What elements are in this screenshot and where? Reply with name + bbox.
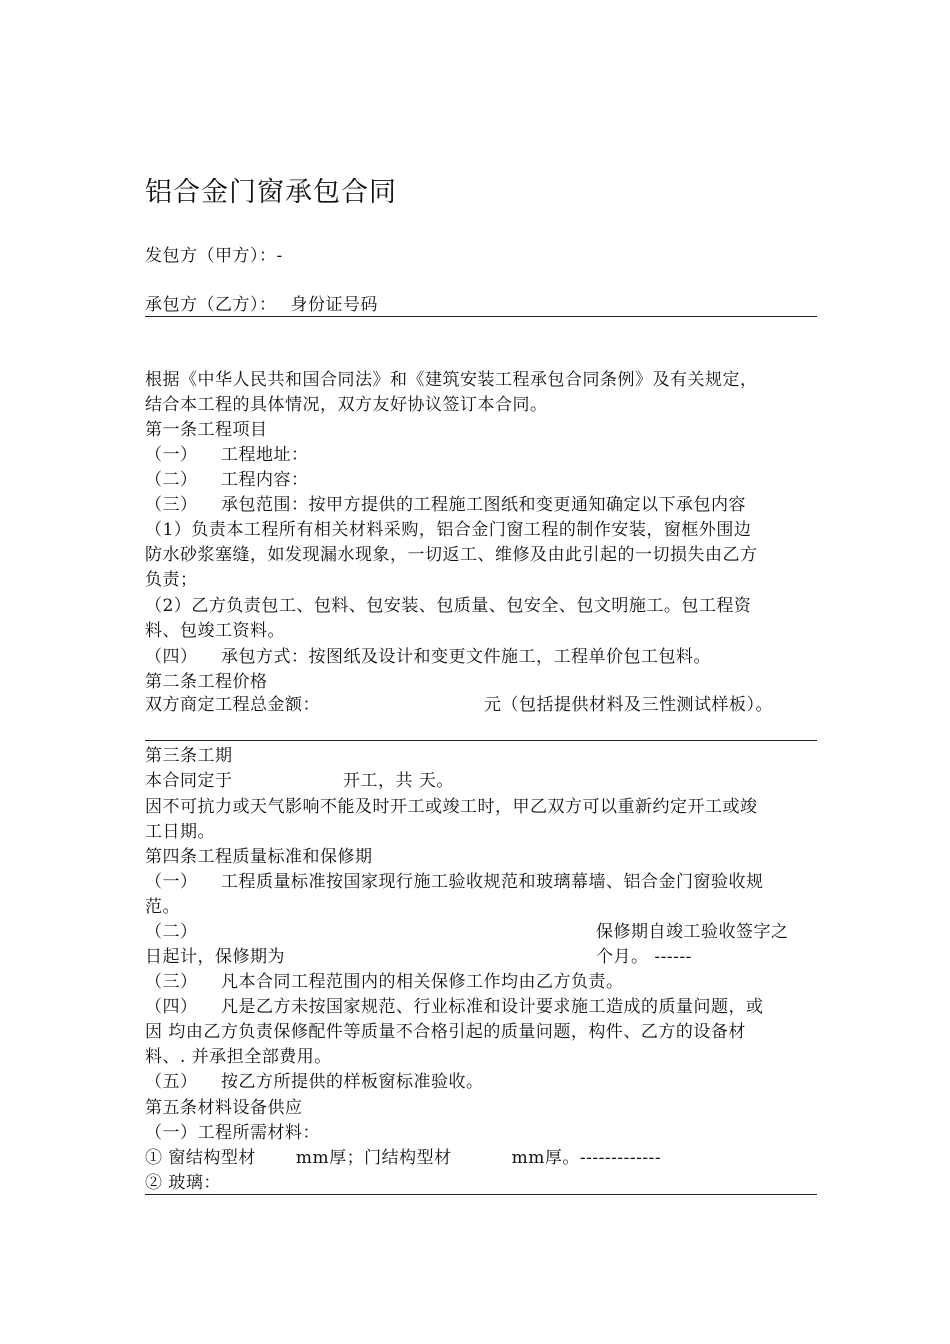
- article-1-heading: 第一条工程项目: [145, 420, 268, 440]
- article-1-sub-1-line-3: 负责；: [145, 570, 198, 590]
- article-3-delay-line-1: 因不可抗力或天气影响不能及时开工或竣工时，甲乙双方可以重新约定开工或竣: [145, 797, 758, 817]
- article-3-delay-line-2: 工日期。: [145, 822, 215, 842]
- contractor-underline: [145, 316, 817, 317]
- article-5-heading: 第五条材料设备供应: [145, 1098, 303, 1118]
- article-1-item-2: （二） 工程内容：: [145, 470, 309, 490]
- article-1-item-3: （三） 承包范围：按甲方提供的工程施工图纸和变更通知确定以下承包内容: [145, 495, 746, 515]
- article-1-sub-1-line-1: （1）负责本工程所有相关材料采购，铝合金门窗工程的制作安装，窗框外围边: [145, 520, 752, 540]
- article-4-item-2-line-2-left: 日起计，保修期为: [145, 947, 285, 967]
- article-4-item-5: （五） 按乙方所提供的样板窗标准验收。: [145, 1072, 484, 1092]
- article-4-item-4-line-3: 料、. 并承担全部费用。: [145, 1047, 332, 1067]
- article-4-item-3: （三） 凡本合同工程范围内的相关保修工作均由乙方负责。: [145, 972, 624, 992]
- article-1-item-4: （四） 承包方式：按图纸及设计和变更文件施工，工程单价包工包料。: [145, 647, 711, 667]
- article-2-amount-label: 双方商定工程总金额：: [145, 695, 320, 715]
- article-1-sub-2-line-1: （2）乙方负责包工、包料、包安装、包质量、包安全、包文明施工。包工程资: [145, 596, 752, 616]
- article-4-item-4-line-2: 因 均由乙方负责保修配件等质量不合格引起的质量问题，构件、乙方的设备材: [145, 1022, 746, 1042]
- article-2-heading: 第二条工程价格: [145, 672, 268, 692]
- article-3-heading: 第三条工期: [145, 746, 233, 766]
- preamble-line-1: 根据《中华人民共和国合同法》和《建筑安装工程承包合同条例》及有关规定，: [145, 370, 758, 390]
- preamble-line-2: 结合本工程的具体情况，双方友好协议签订本合同。: [145, 395, 548, 415]
- article-1-sub-1-line-2: 防水砂浆塞缝，如发现漏水现象，一切返工、维修及由此引起的一切损失由乙方: [145, 545, 758, 565]
- article-2-amount-suffix: 元（包括提供材料及三性测试样板）。: [484, 695, 773, 715]
- article-4-item-2-line-2-right: 个月。 ------: [596, 947, 692, 967]
- document-title: 铝合金门窗承包合同: [145, 177, 397, 208]
- article-4-item-1-line-1: （一） 工程质量标准按国家现行施工验收规范和玻璃幕墙、铝合金门窗验收规: [145, 872, 764, 892]
- id-number-label: 身份证号码: [290, 295, 378, 315]
- article-3-start-suffix: 开工，共 天。: [343, 771, 454, 791]
- article-5-underline: [145, 1194, 817, 1195]
- contractor-line: [145, 293, 378, 317]
- article-1-sub-2-line-2: 料、包竣工资料。: [145, 621, 285, 641]
- contractor-label: 承包方（乙方）：: [145, 295, 277, 315]
- article-3-start-label: 本合同定于: [145, 771, 233, 791]
- article-2-underline: [145, 740, 817, 741]
- article-5-window-line: ① 窗结构型材 mm厚；门结构型材 mm厚。-------------: [145, 1148, 662, 1168]
- article-4-item-1-line-2: 范。: [145, 897, 180, 917]
- article-4-heading: 第四条工程质量标准和保修期: [145, 847, 373, 867]
- article-5-materials-label: （一）工程所需材料：: [145, 1123, 320, 1143]
- article-4-item-4-line-1: （四） 凡是乙方未按国家规范、行业标准和设计要求施工造成的质量问题，或: [145, 997, 764, 1017]
- article-4-item-2-num: （二）: [145, 922, 198, 942]
- article-4-item-2-right: 保修期自竣工验收签字之: [596, 922, 789, 942]
- article-1-item-1: （一） 工程地址：: [145, 445, 309, 465]
- employer-line: 发包方（甲方）：-: [145, 246, 283, 266]
- article-5-glass-line: ② 玻璃：: [145, 1173, 221, 1193]
